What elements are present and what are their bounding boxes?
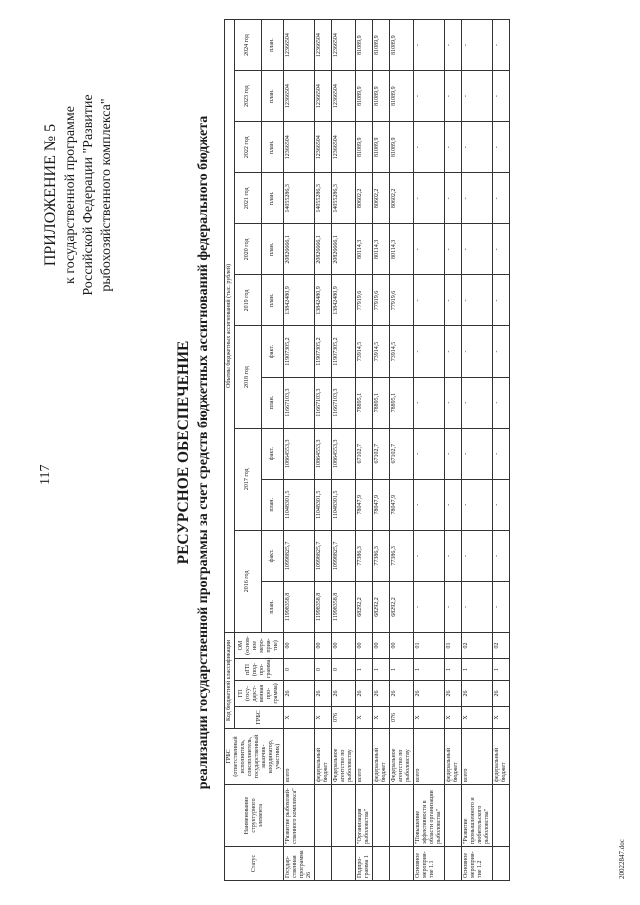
cell-code-pgp: 0 (284, 659, 315, 681)
cell-value: - (462, 20, 493, 71)
appendix-title: ПРИЛОЖЕНИЕ № 5 (42, 123, 59, 267)
cell-value: - (445, 20, 462, 71)
cell-status (445, 847, 462, 881)
cell-code-gp: 26 (462, 681, 493, 707)
resource-table-wrap (224, 19, 510, 881)
cell-value: 81089,9 (373, 71, 390, 122)
table-row (414, 20, 445, 881)
cell-code-pgp: 1 (373, 659, 390, 681)
table-row (462, 20, 493, 881)
cell-code-om: 00 (390, 632, 414, 658)
cell-value: 11667103,3 (332, 377, 356, 428)
cell-code-grbs: 076 (390, 707, 414, 729)
cell-value: - (414, 173, 445, 224)
cell-value: - (414, 428, 445, 479)
cell-value: - (462, 479, 493, 530)
header-fact: факт. (261, 530, 284, 581)
header-grbs: ГРБС (ответственный исполнитель, соисполнитель, государственный заказчик-координатор, участник) (225, 729, 284, 785)
cell-value: - (462, 71, 493, 122)
header-fact: факт. (261, 326, 284, 377)
cell-value: - (445, 326, 462, 377)
cell-code-om: 01 (445, 632, 462, 658)
cell-value: - (414, 581, 445, 632)
cell-code-pgp: 1 (414, 659, 445, 681)
cell-status (315, 847, 332, 881)
header-fact: факт. (261, 428, 284, 479)
cell-value: 81089,9 (356, 122, 373, 173)
cell-code-om: 02 (493, 632, 510, 658)
cell-value: - (462, 530, 493, 581)
cell-value: 78895,1 (373, 377, 390, 428)
cell-grbs: Федеральное агентство по рыболовству (332, 729, 356, 785)
cell-value: - (462, 224, 493, 275)
cell-value: 77386,3 (373, 530, 390, 581)
cell-name (445, 785, 462, 847)
cell-value: 14055286,3 (315, 173, 332, 224)
header-year: 2021 год (235, 173, 262, 224)
cell-code-gp: 26 (284, 681, 315, 707)
cell-value: 11667103,3 (315, 377, 332, 428)
cell-value: 11998358,8 (332, 581, 356, 632)
header-status: Статус (225, 847, 284, 881)
cell-status: Основное мероприя-тие 1.1 (414, 847, 445, 881)
cell-value: 73914,5 (356, 326, 373, 377)
cell-value: - (414, 326, 445, 377)
cell-status (332, 847, 356, 881)
cell-value: 10864553,3 (284, 428, 315, 479)
cell-value: - (414, 377, 445, 428)
cell-value: - (445, 71, 462, 122)
cell-grbs: всего (356, 729, 373, 785)
cell-code-gp: 26 (356, 681, 373, 707)
cell-value: 12366504 (332, 71, 356, 122)
cell-value: 20826666,1 (332, 224, 356, 275)
cell-value: - (414, 122, 445, 173)
cell-code-om: 02 (462, 632, 493, 658)
header-plan: план. (261, 581, 284, 632)
cell-value: 81089,9 (356, 20, 373, 71)
header-plan: план. (261, 377, 284, 428)
table-header (225, 20, 284, 881)
cell-code-gp: 26 (414, 681, 445, 707)
table-row (284, 20, 315, 881)
cell-value: 12366504 (332, 122, 356, 173)
cell-value: - (462, 275, 493, 326)
cell-value: - (445, 581, 462, 632)
header-plan: план. (261, 173, 284, 224)
cell-code-gp: 26 (493, 681, 510, 707)
cell-code-grbs: X (356, 707, 373, 729)
cell-code-grbs: X (284, 707, 315, 729)
header-year: 2023 год (235, 71, 262, 122)
cell-value: 12366504 (315, 71, 332, 122)
cell-value: - (493, 71, 510, 122)
table-row (445, 20, 462, 881)
table-row (373, 20, 390, 881)
header-codes: Код бюджетной классификации (225, 632, 235, 728)
cell-code-pgp: 1 (462, 659, 493, 681)
cell-value: 77386,3 (390, 530, 414, 581)
header-year: 2018 год (235, 326, 262, 428)
cell-value: 67102,7 (373, 428, 390, 479)
cell-value: 77386,3 (356, 530, 373, 581)
cell-value: 81089,9 (390, 20, 414, 71)
cell-value: 12366504 (315, 122, 332, 173)
cell-grbs: федеральный бюджет (315, 729, 332, 785)
cell-name (315, 785, 332, 847)
cell-code-gp: 26 (332, 681, 356, 707)
table-row (356, 20, 373, 881)
cell-status: Государ-ственная программа 26 (284, 847, 315, 881)
header-year: 2017 год (235, 428, 262, 530)
table-row (493, 20, 510, 881)
cell-value: 81089,9 (373, 122, 390, 173)
cell-value: - (493, 428, 510, 479)
cell-value: 77919,6 (356, 275, 373, 326)
header-year: 2020 год (235, 224, 262, 275)
cell-name: "Организация рыболовства" (356, 785, 373, 847)
appendix-line-1: к государственной программе (63, 106, 78, 284)
cell-value: - (445, 428, 462, 479)
cell-value: - (414, 224, 445, 275)
cell-grbs: федеральный бюджет (373, 729, 390, 785)
cell-value: - (445, 275, 462, 326)
cell-value: - (445, 377, 462, 428)
cell-grbs: Федеральное агентство по рыболовству (390, 729, 414, 785)
cell-grbs: федеральный бюджет (445, 729, 462, 785)
cell-code-pgp: 0 (315, 659, 332, 681)
header-plan: план. (261, 71, 284, 122)
cell-value: 80602,2 (373, 173, 390, 224)
cell-value: 80114,3 (356, 224, 373, 275)
cell-value: - (493, 20, 510, 71)
cell-value: 68292,2 (373, 581, 390, 632)
cell-code-grbs: X (462, 707, 493, 729)
header-year: 2019 год (235, 275, 262, 326)
cell-value: 11907305,2 (315, 326, 332, 377)
cell-value: - (493, 275, 510, 326)
cell-value: 11048301,5 (315, 479, 332, 530)
cell-code-om: 00 (315, 632, 332, 658)
cell-grbs: всего (414, 729, 445, 785)
cell-name (390, 785, 414, 847)
cell-value: 12366504 (284, 71, 315, 122)
cell-name: "Развитие промышленного и любительского рыболовства" (462, 785, 493, 847)
cell-value: - (414, 275, 445, 326)
cell-value: - (493, 224, 510, 275)
cell-status (493, 847, 510, 881)
cell-code-pgp: 1 (390, 659, 414, 681)
cell-value: - (414, 71, 445, 122)
cell-code-pgp: 1 (493, 659, 510, 681)
cell-code-grbs: X (493, 707, 510, 729)
header-code-sub: ГРБС (235, 707, 284, 729)
cell-code-om: 00 (284, 632, 315, 658)
cell-code-grbs: X (315, 707, 332, 729)
cell-code-grbs: X (373, 707, 390, 729)
cell-value: - (445, 224, 462, 275)
header-code-sub: ГП (госу-дарст-венная про-грамма) (235, 681, 284, 707)
cell-value: 12366504 (284, 20, 315, 71)
header-plan: план. (261, 275, 284, 326)
appendix-header (42, 30, 116, 360)
resource-table (224, 19, 510, 881)
cell-code-grbs: X (445, 707, 462, 729)
cell-value: 12366504 (315, 20, 332, 71)
cell-value: - (493, 479, 510, 530)
table-row (390, 20, 414, 881)
cell-code-gp: 26 (390, 681, 414, 707)
cell-value: - (493, 122, 510, 173)
header-plan: план. (261, 20, 284, 71)
header-plan: план. (261, 122, 284, 173)
cell-value: 14055286,3 (284, 173, 315, 224)
cell-value: 12366504 (284, 122, 315, 173)
cell-code-gp: 26 (315, 681, 332, 707)
cell-value: 11048301,5 (332, 479, 356, 530)
cell-value: 11998358,8 (284, 581, 315, 632)
header-plan: план. (261, 224, 284, 275)
appendix-line-2: Российской Федерации "Развитие (81, 94, 96, 296)
header-volume: Объемы бюджетных ассигнований (тыс. рублей) (225, 20, 235, 633)
header-name: Наименование структурного элемента (225, 785, 284, 847)
cell-value: 78047,9 (356, 479, 373, 530)
cell-code-gp: 26 (445, 681, 462, 707)
cell-value: - (445, 122, 462, 173)
header-plan: план. (261, 479, 284, 530)
header-year: 2022 год (235, 122, 262, 173)
cell-value: 81089,9 (390, 122, 414, 173)
cell-value: 11998358,8 (315, 581, 332, 632)
cell-code-grbs: X (414, 707, 445, 729)
page-number: 117 (38, 464, 53, 485)
cell-value: 68292,2 (356, 581, 373, 632)
cell-value: 12366504 (332, 20, 356, 71)
cell-value: - (462, 377, 493, 428)
cell-value: 81089,9 (390, 71, 414, 122)
table-row (332, 20, 356, 881)
cell-value: 80114,3 (390, 224, 414, 275)
cell-value: 20826666,1 (284, 224, 315, 275)
cell-value: 11907305,2 (284, 326, 315, 377)
cell-value: 11907305,2 (332, 326, 356, 377)
cell-code-pgp: 0 (332, 659, 356, 681)
cell-value: - (462, 122, 493, 173)
cell-name: "Развитие рыбохозяй-ственного комплекса" (284, 785, 315, 847)
cell-value: - (462, 428, 493, 479)
header-year: 2016 год (235, 530, 262, 632)
cell-value: 13842480,9 (284, 275, 315, 326)
cell-value: 77919,6 (390, 275, 414, 326)
header-code-sub: ОМ (основ-ное меро-прия-тие) (235, 632, 284, 658)
cell-code-grbs: 076 (332, 707, 356, 729)
cell-code-pgp: 1 (356, 659, 373, 681)
cell-value: - (414, 530, 445, 581)
cell-value: 77919,6 (373, 275, 390, 326)
cell-value: 11667103,3 (284, 377, 315, 428)
cell-status: Подпро-грамма 1 (356, 847, 373, 881)
cell-code-om: 01 (414, 632, 445, 658)
header-year: 2024 год (235, 20, 262, 71)
cell-value: 10998825,7 (315, 530, 332, 581)
cell-value: 14055286,3 (332, 173, 356, 224)
cell-value: - (414, 20, 445, 71)
cell-value: - (493, 377, 510, 428)
cell-value: - (445, 530, 462, 581)
cell-value: - (414, 479, 445, 530)
cell-value: - (462, 581, 493, 632)
cell-value: - (462, 173, 493, 224)
cell-value: 73914,5 (373, 326, 390, 377)
cell-value: 67102,7 (390, 428, 414, 479)
cell-value: 10998825,7 (332, 530, 356, 581)
cell-value: 11048301,5 (284, 479, 315, 530)
cell-grbs: федеральный бюджет (493, 729, 510, 785)
cell-value: - (445, 173, 462, 224)
cell-value: 81089,9 (373, 20, 390, 71)
cell-value: 80602,2 (356, 173, 373, 224)
cell-value: 80602,2 (390, 173, 414, 224)
cell-value: 78895,1 (356, 377, 373, 428)
cell-value: - (493, 581, 510, 632)
table-body (284, 20, 510, 881)
cell-value: - (493, 326, 510, 377)
table-row (315, 20, 332, 881)
cell-name: "Повышение эффективности в области организации рыболовства" (414, 785, 445, 847)
cell-status (373, 847, 390, 881)
document-title: РЕСУРСНОЕ ОБЕСПЕЧЕНИЕ (175, 340, 192, 565)
cell-value: 78047,9 (373, 479, 390, 530)
cell-grbs: всего (284, 729, 315, 785)
cell-value: 10864553,3 (315, 428, 332, 479)
cell-code-om: 00 (373, 632, 390, 658)
cell-value: 13842480,9 (315, 275, 332, 326)
cell-value: 20826666,1 (315, 224, 332, 275)
cell-code-gp: 26 (373, 681, 390, 707)
cell-value: 73914,5 (390, 326, 414, 377)
cell-code-om: 00 (356, 632, 373, 658)
cell-value: 10998825,7 (284, 530, 315, 581)
cell-code-om: 00 (332, 632, 356, 658)
cell-name (332, 785, 356, 847)
cell-grbs: всего (462, 729, 493, 785)
cell-status: Основное мероприя-тие 1.2 (462, 847, 493, 881)
cell-value: - (493, 530, 510, 581)
cell-status (390, 847, 414, 881)
cell-value: - (493, 173, 510, 224)
cell-code-pgp: 1 (445, 659, 462, 681)
footer-filename: 20022847.doc (618, 839, 626, 879)
document-subtitle: реализации государственной программы за счет средств бюджетных ассигнований федерального бюджета (196, 115, 211, 790)
cell-value: 78047,9 (390, 479, 414, 530)
cell-value: 67102,7 (356, 428, 373, 479)
cell-name (373, 785, 390, 847)
cell-value: 13842480,9 (332, 275, 356, 326)
cell-value: 78895,1 (390, 377, 414, 428)
cell-value: - (462, 326, 493, 377)
cell-value: 10864553,3 (332, 428, 356, 479)
cell-value: 68292,2 (390, 581, 414, 632)
appendix-line-3: рыбохозяйственного комплекса" (99, 98, 114, 292)
cell-value: - (445, 479, 462, 530)
cell-name (493, 785, 510, 847)
cell-value: 81089,9 (356, 71, 373, 122)
cell-value: 80114,3 (373, 224, 390, 275)
header-code-sub: пГП (под-про-грамма) (235, 659, 284, 681)
